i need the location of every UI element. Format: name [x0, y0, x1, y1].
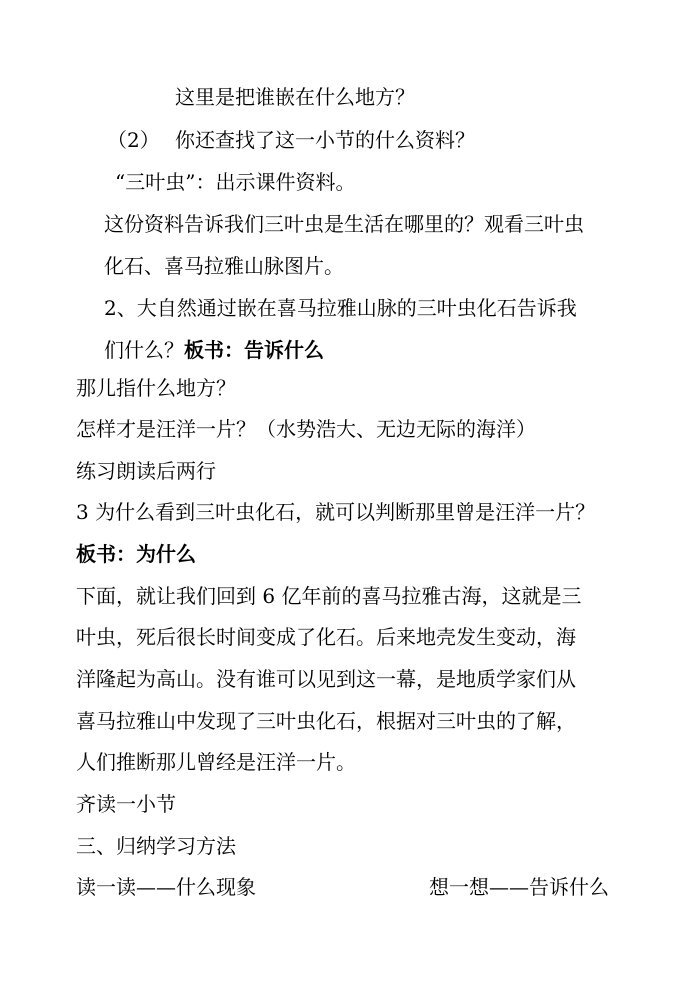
item-number-2: （2） — [107, 128, 160, 152]
read-together-line: 齐读一小节 — [76, 792, 176, 816]
paragraph-line-2: 叶虫，死后很长时间变成了化石。后来地壳发生变动，海 — [76, 625, 576, 649]
method-think-item: 想一想——告诉什么 — [429, 875, 609, 899]
question-line-1: 这里是把谁嵌在什么地方？ — [175, 85, 415, 109]
paragraph-line-4: 喜马拉雅山中发现了三叶虫化石，根据对三叶虫的了解， — [76, 709, 576, 733]
resource-question-line-cont: 化石、喜马拉雅山脉图片。 — [104, 254, 344, 278]
ocean-question-line: 怎样才是汪洋一片？（水势浩大、无边无际的海洋） — [76, 417, 536, 441]
reading-practice-line: 练习朗读后两行 — [76, 459, 216, 483]
why-question-line: 3 为什么看到三叶虫化石，就可以判断那里曾是汪洋一片？ — [76, 500, 596, 524]
question-text-2: 你还查找了这一小节的什么资料？ — [175, 128, 475, 152]
question-line-2 — [107, 127, 475, 153]
section-heading-method: 三、归纳学习方法 — [76, 834, 236, 858]
nature-question-line: 2、大自然通过嵌在喜马拉雅山脉的三叶虫化石告诉我 — [104, 296, 577, 320]
paragraph-line-3: 洋隆起为高山。没有谁可以见到这一幕，是地质学家们从 — [76, 667, 576, 691]
paragraph-line-5: 人们推断那儿曾经是汪洋一片。 — [76, 750, 356, 774]
nature-question-line-cont — [104, 337, 324, 363]
blackboard-note-what: 板书：告诉什么 — [184, 338, 324, 362]
resource-question-line: 这份资料告诉我们三叶虫是生活在哪里的？观看三叶虫 — [104, 212, 584, 236]
nature-question-tail: 们什么？ — [104, 338, 184, 362]
trilobite-resource-line: “三叶虫”：出示课件资料。 — [115, 170, 356, 194]
blackboard-note-why: 板书：为什么 — [76, 542, 196, 566]
place-question-line: 那儿指什么地方？ — [76, 376, 236, 400]
paragraph-line-1: 下面，就让我们回到 6 亿年前的喜马拉雅古海，这就是三 — [76, 584, 582, 608]
method-read-item: 读一读——什么现象 — [76, 875, 256, 899]
